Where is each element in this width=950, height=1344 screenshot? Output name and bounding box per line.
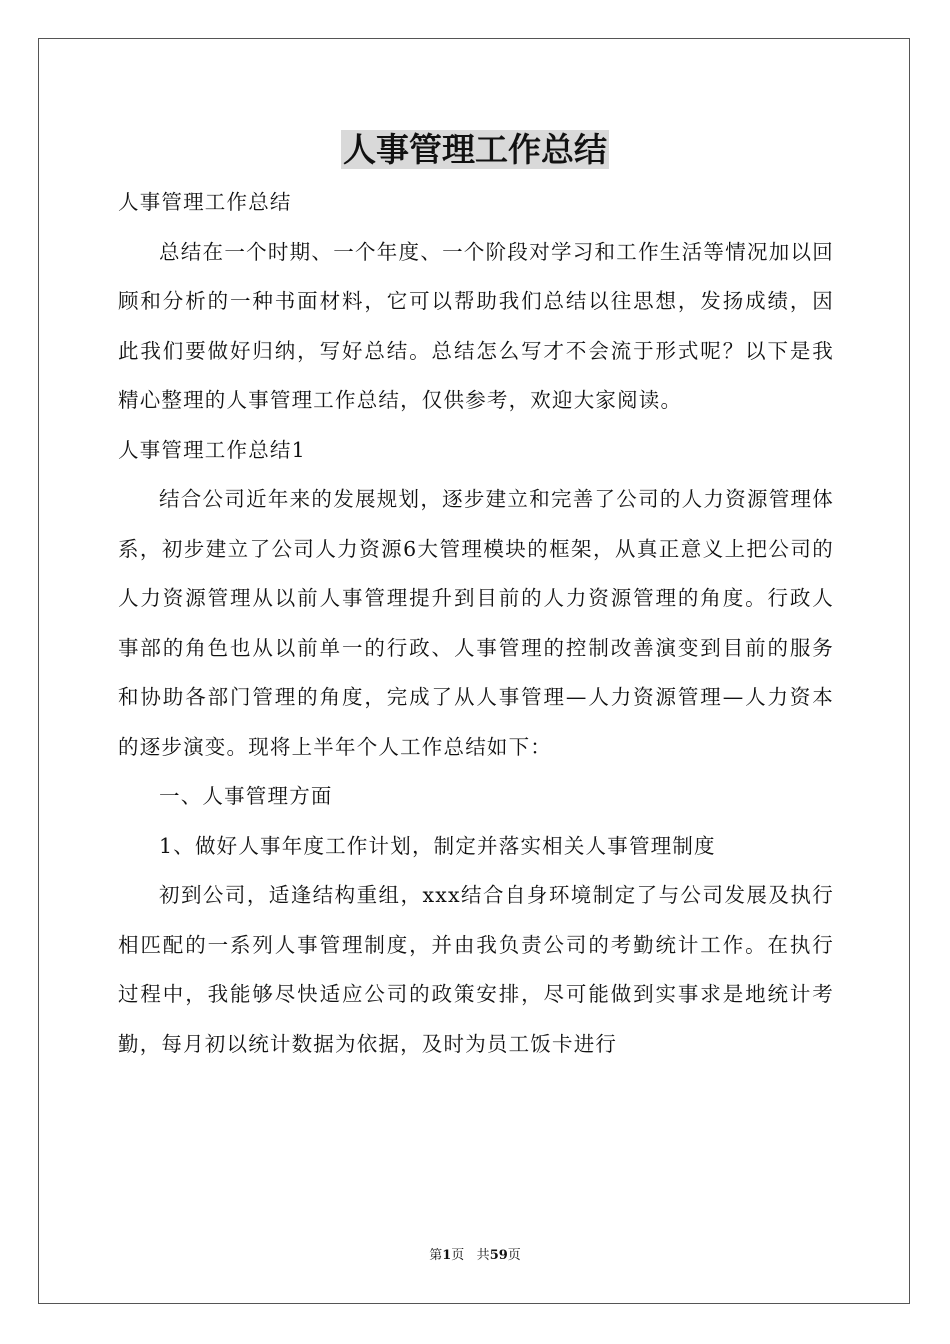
total-label-suffix: 页	[507, 1248, 521, 1263]
document-subtitle: 人事管理工作总结	[118, 190, 292, 214]
document-title	[0, 128, 950, 172]
section-heading: 人事管理工作总结1	[118, 437, 306, 462]
total-pages: 59	[489, 1248, 508, 1263]
total-label-prefix: 共	[476, 1248, 490, 1263]
section-paragraph: 结合公司近年来的发展规划，逐步建立和完善了公司的人力资源管理体系，初步建立了公司人力资源6大管理模块的框架，从真正意义上把公司的人力资源管理从以前人事管理提升到目前的人力资源管理的角度。行政人事部的角色也从以前单一的行政、人事管理的控制改善演变到目前的服务和协助各部门管理的角度，完成了从人事管理—人力资源管理—人力资本的逐步演变。现将上半年个人工作总结如下：	[118, 487, 834, 759]
plan-paragraph: 初到公司，适逢结构重组，xxx结合自身环境制定了与公司发展及执行相匹配的一系列人事管理制度，并由我负责公司的考勤统计工作。在执行过程中，我能够尽快适应公司的政策安排，尽可能做到实事求是地统计考勤，每月初以统计数据为依据，及时为员工饭卡进行	[118, 883, 834, 1056]
subsection-heading-personnel: 一、人事管理方面	[159, 784, 333, 808]
subsection-heading-plan: 1、做好人事年度工作计划，制定并落实相关人事管理制度	[159, 833, 716, 858]
intro-paragraph: 总结在一个时期、一个年度、一个阶段对学习和工作生活等情况加以回顾和分析的一种书面材料，它可以帮助我们总结以往思想，发扬成绩，因此我们要做好归纳，写好总结。总结怎么写才不会流于形式呢？以下是我精心整理的人事管理工作总结，仅供参考，欢迎大家阅读。	[118, 239, 834, 412]
page-footer	[0, 1247, 950, 1265]
document-title-text: 人事管理工作总结	[343, 130, 607, 169]
page-number: 1	[442, 1248, 452, 1263]
document-body	[118, 178, 834, 1069]
page-label-suffix: 页	[451, 1248, 465, 1263]
page-label-prefix: 第	[429, 1248, 443, 1263]
